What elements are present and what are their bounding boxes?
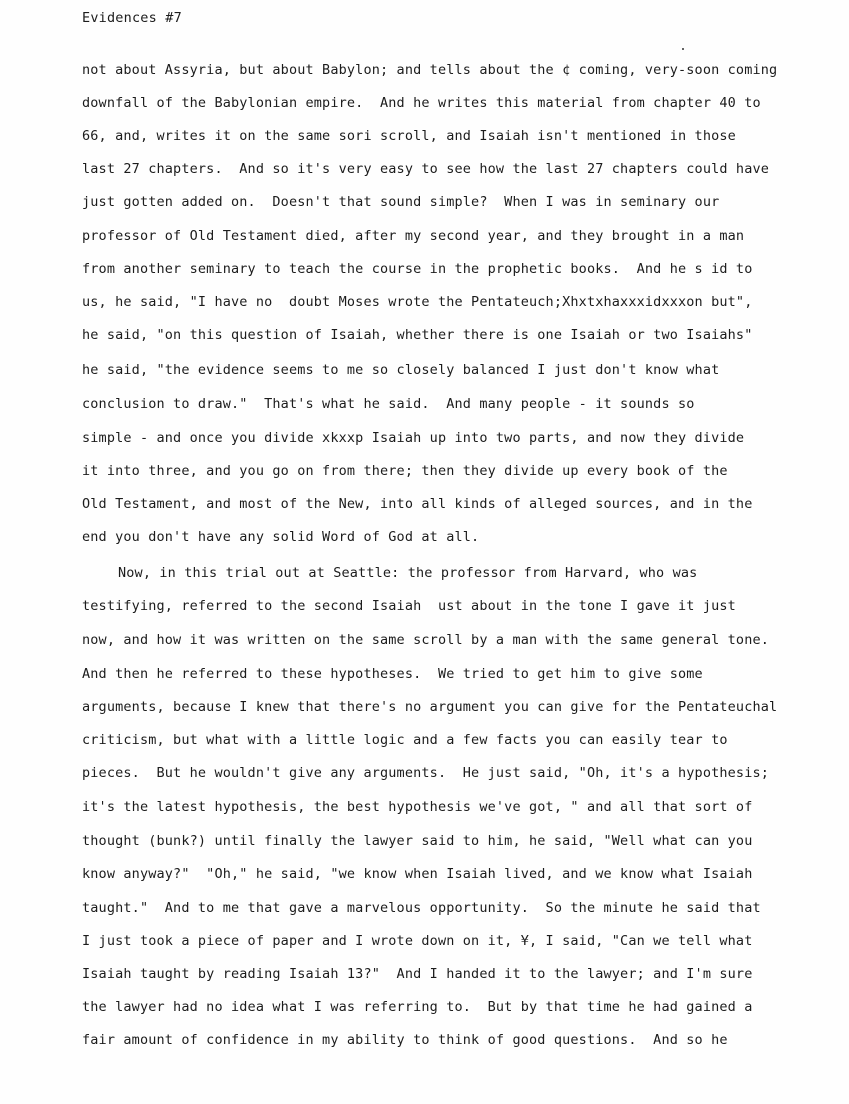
text-line: it into three, and you go on from there; then they divide up every book of the <box>82 463 728 479</box>
text-line: he said, "the evidence seems to me so closely balanced I just don't know what <box>82 362 720 378</box>
text-line: thought (bunk?) until finally the lawyer said to him, he said, "Well what can you <box>82 833 753 849</box>
page-header: Evidences #7 <box>82 10 182 26</box>
text-line: 66, and, writes it on the same sori scroll, and Isaiah isn't mentioned in those <box>82 128 736 144</box>
text-line: Isaiah taught by reading Isaiah 13?" And I handed it to the lawyer; and I'm sure <box>82 966 753 982</box>
text-line: last 27 chapters. And so it's very easy to see how the last 27 chapters could have <box>82 161 770 177</box>
text-line: I just took a piece of paper and I wrote down on it, ¥, I said, "Can we tell what <box>82 933 753 949</box>
text-line: criticism, but what with a little logic and a few facts you can easily tear to <box>82 732 728 748</box>
text-line: not about Assyria, but about Babylon; and tells about the ¢ coming, very-soon coming <box>82 62 778 78</box>
text-line: he said, "on this question of Isaiah, whether there is one Isaiah or two Isaiahs" <box>82 327 753 343</box>
text-line: Old Testament, and most of the New, into all kinds of alleged sources, and in the <box>82 496 753 512</box>
text-line: the lawyer had no idea what I was referring to. But by that time he had gained a <box>82 999 753 1015</box>
text-line: it's the latest hypothesis, the best hypothesis we've got, " and all that sort of <box>82 799 753 815</box>
text-line: now, and how it was written on the same scroll by a man with the same general tone. <box>82 632 770 648</box>
text-line: professor of Old Testament died, after my second year, and they brought in a man <box>82 228 745 244</box>
text-line: us, he said, "I have no doubt Moses wrote the Pentateuch;Xhxtxhaxxxidxxxon but", <box>82 294 753 310</box>
text-line: downfall of the Babylonian empire. And he writes this material from chapter 40 to <box>82 95 761 111</box>
text-line: fair amount of confidence in my ability to think of good questions. And so he <box>82 1032 728 1048</box>
ink-speck <box>682 48 684 50</box>
text-line: just gotten added on. Doesn't that sound simple? When I was in seminary our <box>82 194 720 210</box>
text-line: simple - and once you divide xkxxp Isaiah up into two parts, and now they divide <box>82 430 745 446</box>
text-line: arguments, because I knew that there's no argument you can give for the Pentateuchal <box>82 699 778 715</box>
text-line: And then he referred to these hypotheses. We tried to get him to give some <box>82 666 703 682</box>
text-line: from another seminary to teach the course in the prophetic books. And he s id to <box>82 261 753 277</box>
text-line: end you don't have any solid Word of God at all. <box>82 529 480 545</box>
text-line: conclusion to draw." That's what he said. And many people - it sounds so <box>82 396 695 412</box>
text-line: know anyway?" "Oh," he said, "we know when Isaiah lived, and we know what Isaiah <box>82 866 753 882</box>
text-line: testifying, referred to the second Isaiah ust about in the tone I gave it just <box>82 598 736 614</box>
text-line: pieces. But he wouldn't give any arguments. He just said, "Oh, it's a hypothesis; <box>82 765 770 781</box>
text-line: taught." And to me that gave a marvelous opportunity. So the minute he said that <box>82 900 761 916</box>
text-line: Now, in this trial out at Seattle: the professor from Harvard, who was <box>118 565 698 581</box>
